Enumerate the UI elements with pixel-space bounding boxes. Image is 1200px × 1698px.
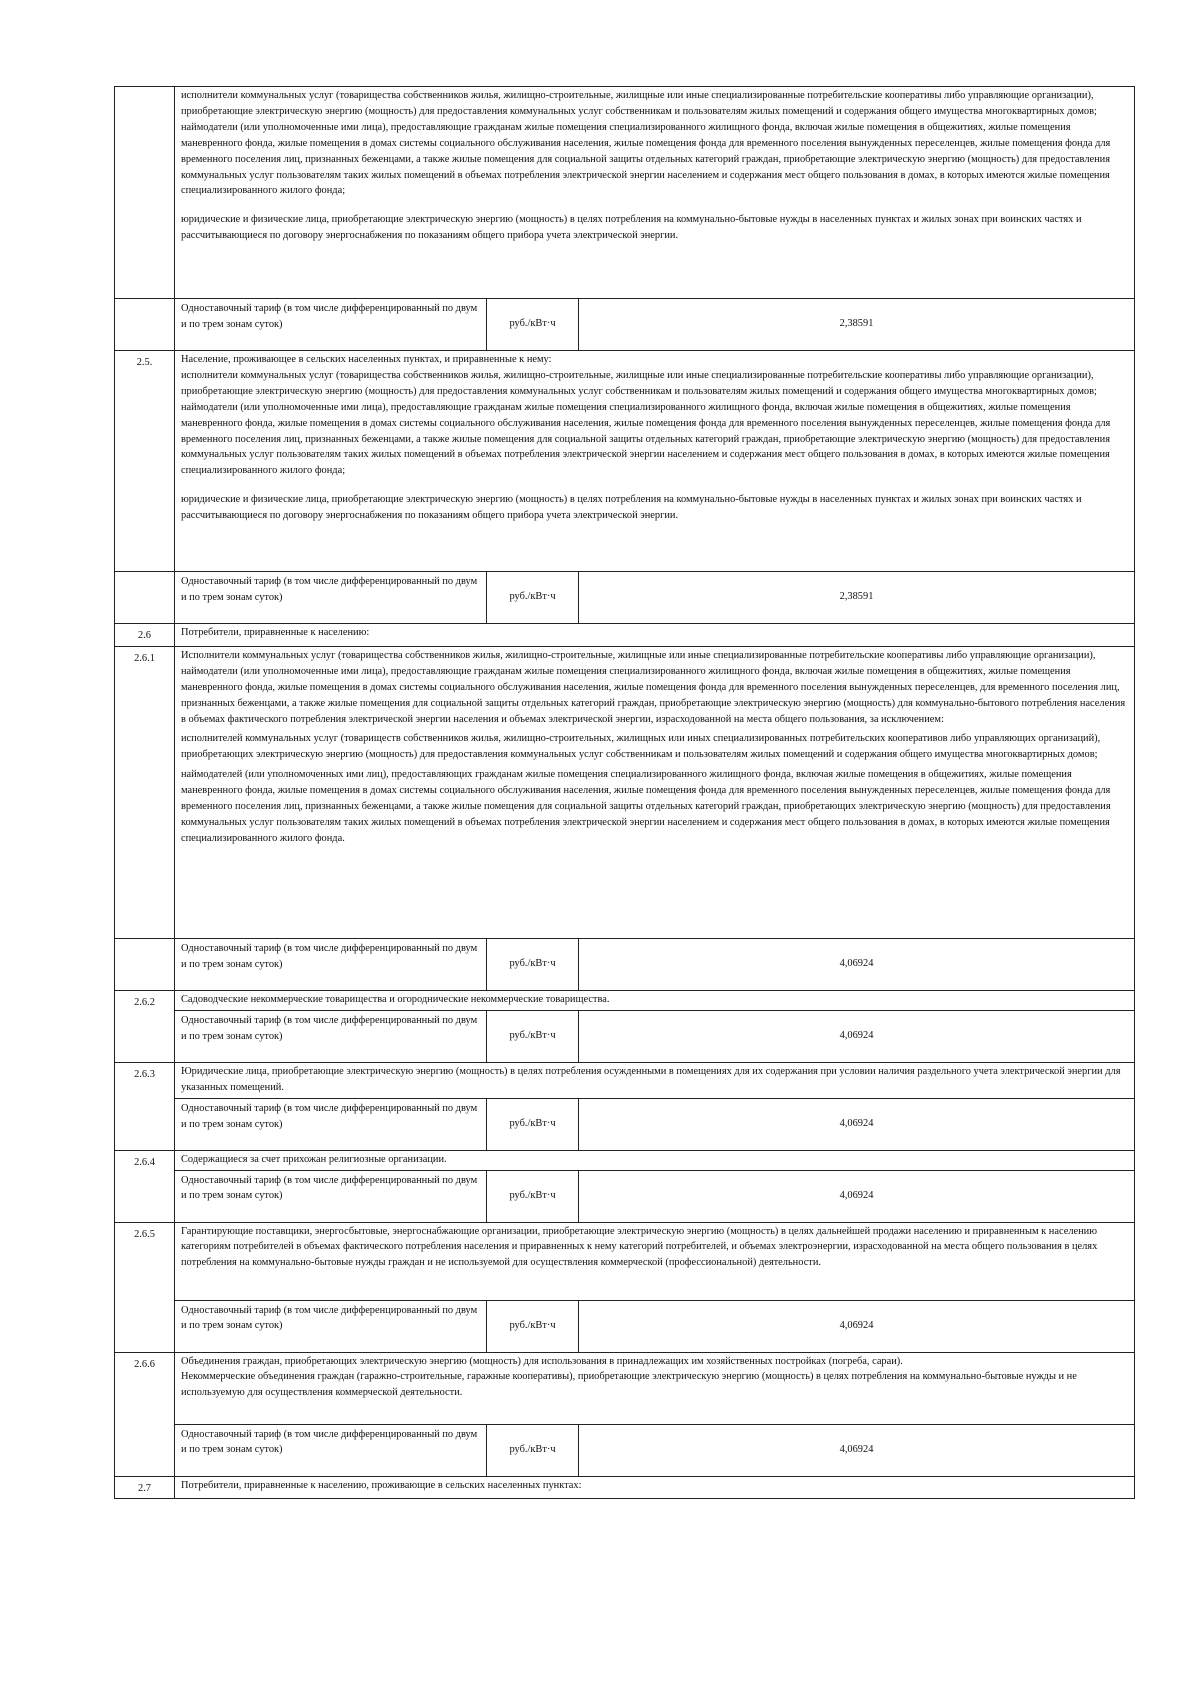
row-number-cell bbox=[115, 299, 175, 351]
table-row bbox=[115, 990, 1135, 1010]
tariff-row bbox=[115, 572, 1135, 624]
paragraph: наймодатели (или уполномоченные ими лица), предоставляющие гражданам жилые помещения специализированного жилищного фонда, включая жилые помещения в общежитиях, жилые помещения маневренного фонда, жилые помещения в домах системы социального обслуживания населения, жилые помещения фонда для временного поселения вынужденных переселенцев, жилые помещения фонда для временного поселения лиц, признанных беженцами, а также жилые помещения для социальной защиты отдельных категорий граждан, приобретающие электрическую энергию (мощность) для предоставления коммунальных услуг пользователям таких жилых помещений в объемах потребления электрической энергии населением и содержания мест общего пользования в домах, в которых имеются жилые помещения специализированного жилого фонда; bbox=[181, 401, 1111, 477]
row-number: 2.6.2 bbox=[115, 990, 175, 1062]
tariff-unit: руб./кВт·ч bbox=[487, 1170, 579, 1222]
paragraph: исполнители коммунальных услуг (товарищества собственников жилья, жилищно-строительные, жилищные или иные специализированные потребительские кооперативы либо управляющие организации), приобретающие электрическую энергию (мощность) для предоставления коммунальных услуг собственникам и пользователям жилых помещений и содержания общего имущества многоквартирных домов; bbox=[181, 369, 1097, 397]
row-number: 2.6.3 bbox=[115, 1062, 175, 1150]
tariff-name: Одноставочный тариф (в том числе дифференцированный по двум и по трем зонам суток) bbox=[175, 1170, 487, 1222]
tariff-name: Одноставочный тариф (в том числе дифференцированный по двум и по трем зонам суток) bbox=[175, 572, 487, 624]
tariff-value: 2,38591 bbox=[579, 299, 1135, 351]
description-text: Потребители, приравненные к населению: bbox=[175, 624, 1135, 647]
row-number: 2.6.1 bbox=[115, 646, 175, 938]
tariff-unit: руб./кВт·ч bbox=[487, 1010, 579, 1062]
row-number: 2.6.5 bbox=[115, 1222, 175, 1352]
tariff-value: 2,38591 bbox=[579, 572, 1135, 624]
description-text: Юридические лица, приобретающие электрическую энергию (мощность) в целях потребления осужденными в помещениях для их содержания при условии наличия раздельного учета электрической энергии для указанных помещений. bbox=[175, 1062, 1135, 1098]
row-number-cell bbox=[115, 87, 175, 299]
tariff-row bbox=[115, 1300, 1135, 1352]
row-number-cell bbox=[115, 572, 175, 624]
tariff-value: 4,06924 bbox=[579, 1010, 1135, 1062]
row-number: 2.6.6 bbox=[115, 1352, 175, 1476]
tariff-name: Одноставочный тариф (в том числе дифференцированный по двум и по трем зонам суток) bbox=[175, 1424, 487, 1476]
row-number-cell bbox=[115, 938, 175, 990]
tariff-value: 4,06924 bbox=[579, 1300, 1135, 1352]
table-row bbox=[115, 1222, 1135, 1300]
description-text: Содержащиеся за счет прихожан религиозные организации. bbox=[175, 1150, 1135, 1170]
tariff-row bbox=[115, 938, 1135, 990]
tariff-unit: руб./кВт·ч bbox=[487, 1098, 579, 1150]
tariff-name: Одноставочный тариф (в том числе дифференцированный по двум и по трем зонам суток) bbox=[175, 1010, 487, 1062]
paragraph: юридические и физические лица, приобретающие электрическую энергию (мощность) в целях потребления на коммунально-бытовые нужды в населенных пунктах и жилых зонах при воинских частях и рассчитывающиеся по договору энергоснабжения по показаниям общего прибора учета электрической энергии. bbox=[181, 214, 1082, 242]
paragraph: юридические и физические лица, приобретающие электрическую энергию (мощность) в целях потребления на коммунально-бытовые нужды в населенных пунктах и жилых зонах при воинских частях и рассчитывающиеся по договору энергоснабжения по показаниям общего прибора учета электрической энергии. bbox=[181, 494, 1082, 522]
tariff-row bbox=[115, 1010, 1135, 1062]
tariff-name: Одноставочный тариф (в том числе дифференцированный по двум и по трем зонам суток) bbox=[175, 938, 487, 990]
paragraph: Исполнители коммунальных услуг (товарищества собственников жилья, жилищно-строительные, жилищные или иные специализированные потребительские кооперативы либо управляющие организации), наймодатели (или уполномоченные ими лица), предоставляющие гражданам жилые помещения специализированного жилищного фонда, включая жилые помещения в общежитиях, жилые помещения маневренного фонда, жилые помещения в домах системы социального обслуживания населения, жилые помещения фонда для временного поселения вынужденных переселенцев, для временного поселения лиц, признанных беженцами, а также жилые помещения для социальной защиты отдельных категорий граждан, приобретающие электрическую энергию (мощность) для коммунально-бытового потребления населения в объемах фактического потребления электрической энергии населения и объемах электрической энергии, израсходованной на места общего пользования, за исключением: bbox=[181, 649, 1126, 725]
tariff-unit: руб./кВт·ч bbox=[487, 572, 579, 624]
paragraph: Население, проживающее в сельских населенных пунктах, и приравненные к нему: bbox=[181, 354, 552, 365]
tariff-value: 4,06924 bbox=[579, 1424, 1135, 1476]
row-number: 2.6.4 bbox=[115, 1150, 175, 1222]
table-row bbox=[115, 1352, 1135, 1424]
paragraph: исполнители коммунальных услуг (товарищества собственников жилья, жилищно-строительные, жилищные или иные специализированные потребительские кооперативы либо управляющие организации), приобретающие электрическую энергию (мощность) для предоставления коммунальных услуг собственникам и пользователям жилых помещений и содержания общего имущества многоквартирных домов; bbox=[181, 90, 1097, 117]
description-cell bbox=[175, 351, 1135, 572]
table-row bbox=[115, 624, 1135, 647]
paragraph: исполнителей коммунальных услуг (товариществ собственников жилья, жилищно-строительных, жилищных или иных специализированных потребительских кооперативов либо управляющих организаций), приобретающих электрическую энергию (мощность) для предоставления коммунальных услуг собственникам и пользователям жилых помещений и содержания общего имущества многоквартирных домов; bbox=[181, 733, 1101, 761]
description-cell bbox=[175, 646, 1135, 938]
description-text: Потребители, приравненные к населению, проживающие в сельских населенных пунктах: bbox=[175, 1476, 1135, 1499]
description-text: Садоводческие некоммерческие товарищества и огороднические некоммерческие товарищества. bbox=[175, 990, 1135, 1010]
table-row bbox=[115, 351, 1135, 572]
paragraph: наймодатели (или уполномоченные ими лица), предоставляющие гражданам жилые помещения специализированного жилищного фонда, включая жилые помещения в общежитиях, жилые помещения маневренного фонда, жилые помещения в домах системы социального обслуживания населения, жилые помещения фонда для временного поселения вынужденных переселенцев, жилые помещения фонда для временного поселения лиц, признанных беженцами, а также жилые помещения для социальной защиты отдельных категорий граждан, приобретающие электрическую энергию (мощность) для предоставления коммунальных услуг пользователям таких жилых помещений в объемах потребления электрической энергии населением и содержания мест общего пользования в домах, в которых имеются жилые помещения специализированного жилого фонда; bbox=[181, 121, 1111, 197]
row-number: 2.6 bbox=[115, 624, 175, 647]
tariff-value: 4,06924 bbox=[579, 1098, 1135, 1150]
description-cell bbox=[175, 87, 1135, 299]
table-row bbox=[115, 87, 1135, 299]
tariff-value: 4,06924 bbox=[579, 938, 1135, 990]
tariff-row bbox=[115, 1098, 1135, 1150]
paragraph: Некоммерческие объединения граждан (гаражно-строительные, гаражные кооперативы), приобретающие электрическую энергию (мощность) в целях потребления на коммунально-бытовые нужды и не используемую для осуществления коммерческой деятельности. bbox=[181, 1371, 1077, 1399]
tariff-row bbox=[115, 1424, 1135, 1476]
row-number: 2.5. bbox=[115, 351, 175, 572]
table-row bbox=[115, 646, 1135, 938]
tariff-table bbox=[114, 86, 1135, 1499]
description-text: Гарантирующие поставщики, энергосбытовые, энергоснабжающие организации, приобретающие электрическую энергию (мощность) в целях дальнейшей продажи населению и приравненным к населению категориям потребителей в объемах фактического потребления населения и приравненных к нему категорий потребителей, и объемах электроэнергии, израсходованной на места общего пользования в целях потребления на коммунально-бытовые нужды граждан и не используемой для осуществления коммерческой (профессиональной) деятельности. bbox=[175, 1222, 1135, 1300]
tariff-name: Одноставочный тариф (в том числе дифференцированный по двум и по трем зонам суток) bbox=[175, 299, 487, 351]
table-row bbox=[115, 1150, 1135, 1170]
tariff-value: 4,06924 bbox=[579, 1170, 1135, 1222]
tariff-unit: руб./кВт·ч bbox=[487, 1300, 579, 1352]
tariff-unit: руб./кВт·ч bbox=[487, 299, 579, 351]
tariff-row bbox=[115, 1170, 1135, 1222]
tariff-name: Одноставочный тариф (в том числе дифференцированный по двум и по трем зонам суток) bbox=[175, 1300, 487, 1352]
description-cell bbox=[175, 1352, 1135, 1424]
tariff-name: Одноставочный тариф (в том числе дифференцированный по двум и по трем зонам суток) bbox=[175, 1098, 487, 1150]
table-row bbox=[115, 1062, 1135, 1098]
tariff-unit: руб./кВт·ч bbox=[487, 938, 579, 990]
tariff-unit: руб./кВт·ч bbox=[487, 1424, 579, 1476]
table-row bbox=[115, 1476, 1135, 1499]
tariff-row bbox=[115, 299, 1135, 351]
paragraph: наймодателей (или уполномоченных ими лиц), предоставляющих гражданам жилые помещения специализированного жилищного фонда, включая жилые помещения в общежитиях, жилые помещения маневренного фонда, жилые помещения в домах системы социального обслуживания населения, жилые помещения фонда для временного поселения вынужденных переселенцев, жилые помещения фонда для временного поселения лиц, признанных беженцами, а также жилые помещения для социальной защиты отдельных категорий граждан, приобретающих электрическую энергию (мощность) для предоставления коммунальных услуг пользователям таких жилых помещений в объемах потребления электрической энергии населением и содержания мест общего пользования в домах, в которых имеются жилые помещения специализированного жилого фонда. bbox=[181, 769, 1111, 844]
row-number: 2.7 bbox=[115, 1476, 175, 1499]
paragraph: Объединения граждан, приобретающих электрическую энергию (мощность) для использования в принадлежащих им хозяйственных постройках (погреба, сараи). bbox=[181, 1355, 903, 1367]
